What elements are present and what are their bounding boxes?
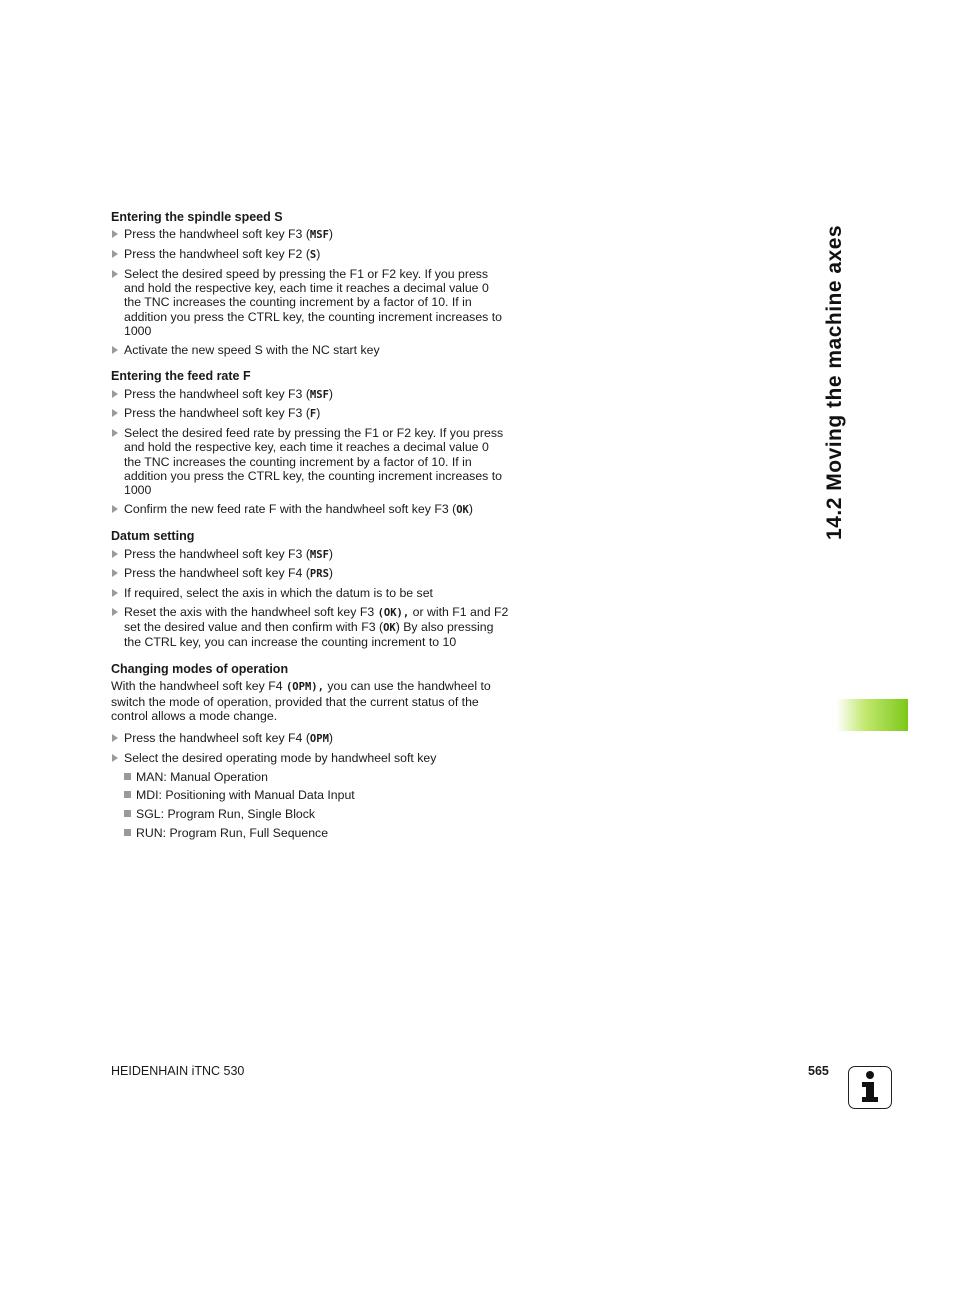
step-item: Reset the axis with the handwheel soft key F3 (OK), or with F1 and F2 set the desired value and then confirm with F3 (OK) By also pressing the CTRL key, you can increase the counting increment to 10 <box>111 605 509 650</box>
step-arrow-icon <box>112 608 118 616</box>
softkey-label: MSF <box>309 388 329 401</box>
step-item: Confirm the new feed rate F with the handwheel soft key F3 (OK) <box>111 502 509 517</box>
mode-option: RUN: Program Run, Full Sequence <box>111 826 509 840</box>
footer-brand: HEIDENHAIN iTNC 530 <box>111 1064 245 1078</box>
softkey-label: OK <box>383 622 396 635</box>
section-heading: Entering the spindle speed S <box>111 210 283 224</box>
step-arrow-icon <box>112 550 118 558</box>
step-arrow-icon <box>112 734 118 742</box>
softkey-label: MSF <box>309 548 329 561</box>
step-arrow-icon <box>112 346 118 354</box>
softkey-label: (OK), <box>377 606 410 619</box>
section-datum-setting <box>111 529 509 649</box>
section-heading: Entering the feed rate F <box>111 369 251 384</box>
step-item: Press the handwheel soft key F2 (S) <box>111 247 509 262</box>
step-arrow-icon <box>112 754 118 762</box>
info-icon <box>848 1066 892 1109</box>
section-spindle-speed <box>111 210 509 357</box>
step-item: Select the desired feed rate by pressing the F1 or F2 key. If you press and hold the respective key, each time it reaches a decimal value 0 the TNC increases the counting increment by a factor of 10. If in addition you press the CTRL key, the counting increment increases to 1000 <box>111 426 509 498</box>
step-item: If required, select the axis in which the datum is to be set <box>111 586 509 600</box>
softkey-label: (OPM), <box>285 681 324 694</box>
step-item: Press the handwheel soft key F3 (MSF) <box>111 387 509 402</box>
section-heading: Datum setting <box>111 529 195 544</box>
step-item: Press the handwheel soft key F4 (OPM) <box>111 731 509 746</box>
step-item: Press the handwheel soft key F3 (MSF) <box>111 227 509 242</box>
softkey-label: F <box>309 408 317 421</box>
step-arrow-icon <box>112 589 118 597</box>
mode-option: SGL: Program Run, Single Block <box>111 807 509 821</box>
page-number: 565 <box>808 1064 829 1078</box>
step-arrow-icon <box>112 429 118 437</box>
square-bullet-icon <box>124 810 131 817</box>
square-bullet-icon <box>124 773 131 780</box>
step-item: Press the handwheel soft key F4 (PRS) <box>111 566 509 581</box>
step-arrow-icon <box>112 569 118 577</box>
main-content <box>111 210 509 852</box>
softkey-label: MSF <box>309 229 329 242</box>
softkey-label: OPM <box>309 733 329 746</box>
softkey-label: PRS <box>309 568 329 581</box>
step-item: Press the handwheel soft key F3 (F) <box>111 406 509 421</box>
mode-option: MAN: Manual Operation <box>111 770 509 784</box>
square-bullet-icon <box>124 829 131 836</box>
step-item: Select the desired operating mode by handwheel soft key <box>111 751 509 765</box>
step-arrow-icon <box>112 270 118 278</box>
section-operating-modes <box>111 662 509 841</box>
section-feed-rate <box>111 369 509 517</box>
step-arrow-icon <box>112 505 118 513</box>
step-arrow-icon <box>112 250 118 258</box>
softkey-label: S <box>309 249 317 261</box>
chapter-tab-marker <box>836 699 908 731</box>
step-item: Press the handwheel soft key F3 (MSF) <box>111 547 509 562</box>
step-item: Select the desired speed by pressing the F1 or F2 key. If you press and hold the respective key, each time it reaches a decimal value 0 the TNC increases the counting increment by a factor of 10. If in addition you press the CTRL key, the counting increment increases to 1000 <box>111 267 509 339</box>
step-item: Activate the new speed S with the NC start key <box>111 343 509 357</box>
intro-paragraph: With the handwheel soft key F4 (OPM), you can use the handwheel to switch the mode of operation, provided that the current status of the control allows a mode change. <box>111 679 491 724</box>
step-arrow-icon <box>112 390 118 398</box>
step-arrow-icon <box>112 230 118 238</box>
mode-option: MDI: Positioning with Manual Data Input <box>111 788 509 802</box>
softkey-label: OK <box>456 504 469 517</box>
info-glyph <box>849 1067 890 1107</box>
step-arrow-icon <box>112 409 118 417</box>
section-heading: Changing modes of operation <box>111 661 289 676</box>
chapter-side-title: 14.2 Moving the machine axes <box>823 224 846 540</box>
square-bullet-icon <box>124 791 131 798</box>
